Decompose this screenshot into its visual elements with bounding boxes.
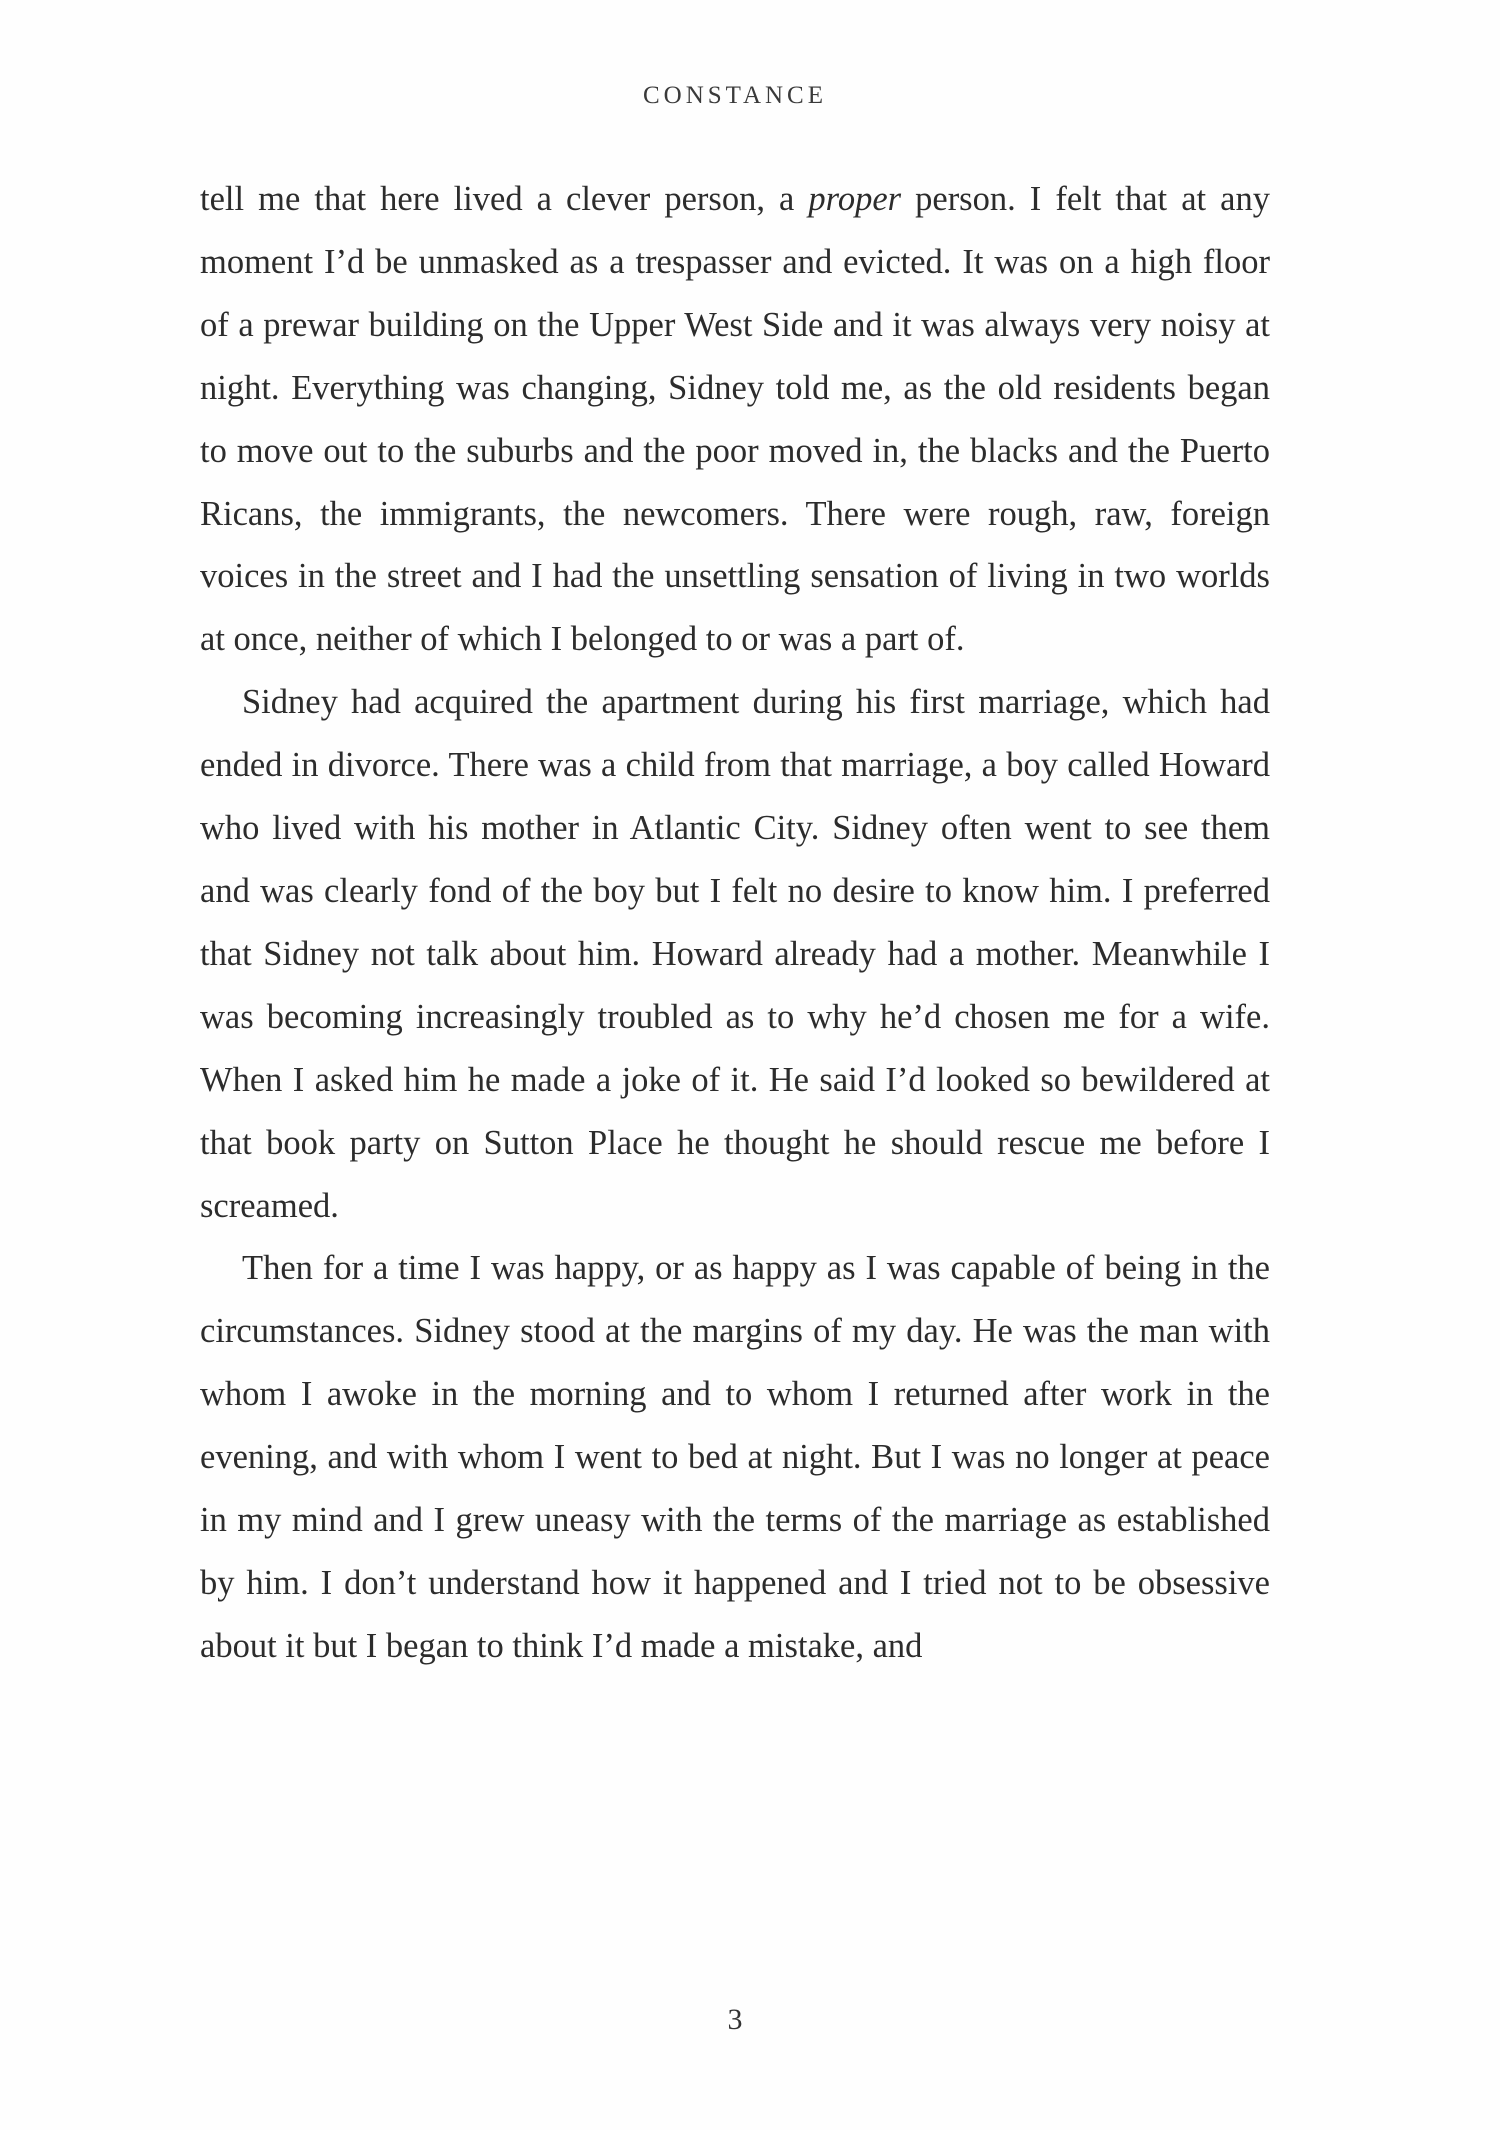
paragraph-1 [200,168,1270,671]
paragraph-1-text-end: person. I felt that at any moment I’d be unmasked as a trespasser and evicted. It was on a high floor of a prewar building on the Upper West Side and it was always very noisy at night. Everything was changing, Sidney told me, as the old residents began to move out to the suburbs and the poor moved in, the blacks and the Puerto Ricans, the immigrants, the newcomers. There were rough, raw, foreign voices in the street and I had the unsettling sensation of living in two worlds at once, neither of which I belonged to or was a part of. [200,180,1270,659]
emphasis-proper: proper [808,180,902,218]
paragraph-1-text-start: tell me that here lived a clever person, a [200,180,809,218]
body-text [200,168,1270,1678]
running-head: CONSTANCE [642,82,827,109]
page-number: 3 [727,2003,743,2036]
paragraph-2: Sidney had acquired the apartment during his first marriage, which had ended in divorce. There was a child from that marriage, a boy called Howard who lived with his mother in Atlantic City. Sidney often went to see them and was clearly fond of the boy but I felt no desire to know him. I preferred that Sidney not talk about him. Howard already had a mother. Meanwhile I was becoming increasingly troubled as to why he’d chosen me for a wife. When I asked him he made a joke of it. He said I’d looked so bewildered at that book party on Sutton Place he thought he should rescue me before I screamed. [200,683,1270,1225]
paragraph-3: Then for a time I was happy, or as happy as I was capable of being in the circumstances. Sidney stood at the margins of my day. He was the man with whom I awoke in the morning and to whom I returned after work in the evening, and with whom I went to bed at night. But I was no longer at peace in my mind and I grew uneasy with the terms of the marriage as established by him. I don’t understand how it happened and I tried not to be obsessive about it but I began to think I’d made a mistake, and [200,1249,1270,1665]
